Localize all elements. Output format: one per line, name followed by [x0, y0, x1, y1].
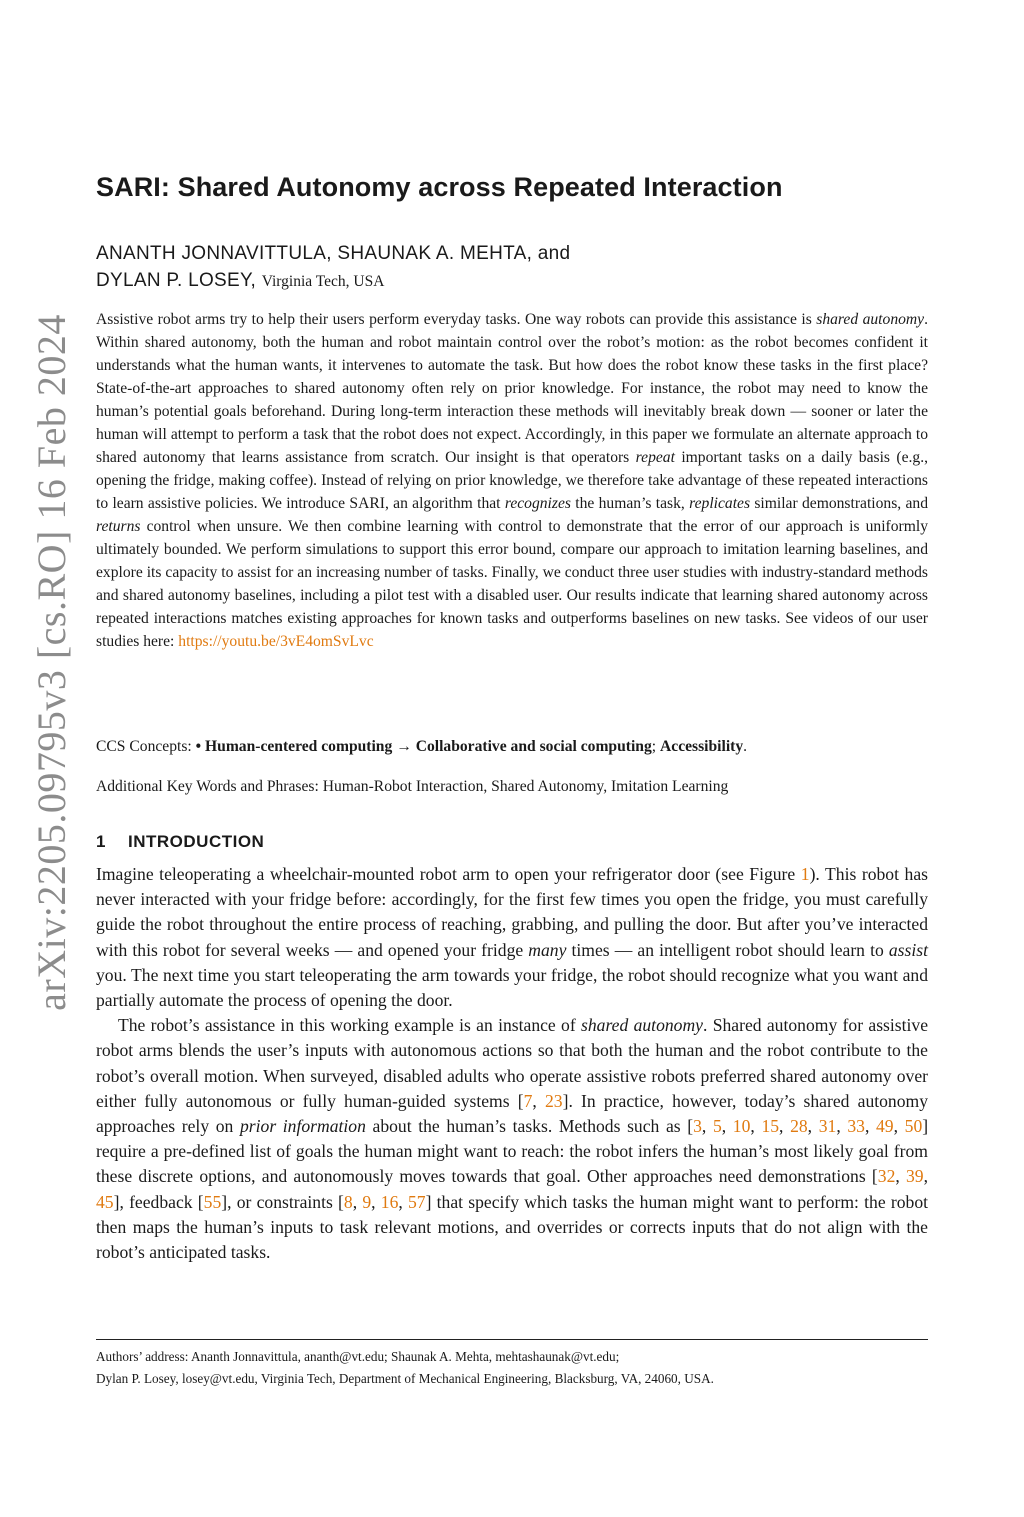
abstract-text: similar demonstrations, and	[750, 495, 928, 512]
body-text: ], feedback [	[113, 1191, 204, 1212]
body-emphasis: many	[528, 939, 567, 960]
abstract-emphasis: replicates	[689, 495, 751, 512]
citation-link[interactable]: 5	[712, 1116, 722, 1137]
citation-link[interactable]: 33	[847, 1116, 865, 1137]
video-link[interactable]: https://youtu.be/3vE4omSvLvc	[178, 633, 374, 650]
body-text: The robot’s assistance in this working example is an instance of	[118, 1015, 582, 1036]
citation-link[interactable]: 8	[343, 1191, 353, 1212]
citation-link[interactable]: 9	[362, 1191, 372, 1212]
citation-link[interactable]: 45	[96, 1191, 114, 1212]
citation-link[interactable]: 57	[407, 1191, 426, 1212]
keywords: Additional Key Words and Phrases: Human-Robot Interaction, Shared Autonomy, Imitation Learning	[96, 778, 729, 795]
ccs-concepts	[96, 738, 936, 756]
abstract-text: . Within shared autonomy, both the human and robot maintain control over the robot’s motion: as the robot becomes confident it understands what the human wants, it intervenes to automate the task. But how does the robot know these tasks in the first place? State-of-the-art approaches to shared autonomy often rely on prior knowledge. For instance, the robot may need to know the human’s potential goals beforehand. During long-term interaction these methods will inevitably break down — sooner or later the human will attempt to perform a task that the robot does not expect. Accordingly, in this paper we formulate an alternate approach to shared autonomy that learns assistance from scratch. Our insight is that operators	[96, 311, 928, 466]
ccs-bullet: •	[195, 738, 202, 755]
intro-paragraph-2: The robot’s assistance in this working example is an instance of shared autonomy. Shared autonomy for assistive robot arms blends the user’s inputs with autonomous actions so that both the human and the robot contribute to the robot’s overall motion. When surveyed, disabled adults who operate assistive robots preferred shared autonomy over either fully autonomous or fully human-guided systems [7, 23]. In practice, however, today’s shared autonomy approaches rely on prior information about the human’s tasks. Methods such as [3, 5, 10, 15, 28, 31, 33, 49, 50] require a pre-defined list of goals the human might want to reach: the robot infers the human’s most likely goal from these discrete options, and autonomously moves towards that goal. Other approaches need demonstrations [32, 39, 45], feedback [55], or constraints [8, 9, 16, 57] that specify which tasks the human might want to perform: the robot then maps the human’s inputs to task relevant motions, and overrides or corrects inputs that do not align with the robot’s anticipated tasks.	[96, 1015, 929, 1263]
citation-link[interactable]: 23	[545, 1090, 563, 1111]
footnote-line-1: Authors’ address: Ananth Jonnavittula, ananth@vt.edu; Shaunak A. Mehta, mehtashaunak@vt.edu;	[96, 1349, 620, 1364]
citation-link[interactable]: 16	[380, 1191, 399, 1212]
body-text: ] that specify which tasks the human might want to perform: the robot then maps the human’s inputs to task relevant motions, and overrides or corrects inputs that do not align with the robot’s anticipated tasks.	[96, 1191, 929, 1263]
section-number: 1	[96, 832, 106, 851]
ccs-term: Accessibility	[660, 738, 744, 755]
body-text: . Shared autonomy for assistive robot arms blends the user’s inputs with autonomous actions so that both the human and the robot contribute to the robot’s overall motion. When surveyed, disabled adults who operate assistive robots preferred shared autonomy over either fully autonomous or fully human-guided systems [	[96, 1015, 929, 1111]
abstract-text: important tasks on a daily basis (e.g., opening the fridge, making coffee). Instead of relying on prior knowledge, we therefore take advantage of these repeated interactions to learn assistive policies. We introduce SARI, an algorithm that	[96, 449, 928, 512]
citation-link[interactable]: 3	[693, 1116, 702, 1137]
citation-link[interactable]: 55	[203, 1191, 222, 1212]
figure-reference[interactable]: 1	[800, 864, 810, 884]
body-emphasis: shared autonomy	[581, 1015, 703, 1036]
introduction-body	[96, 862, 928, 1265]
paper-title: SARI: Shared Autonomy across Repeated Interaction	[96, 172, 783, 202]
arxiv-identifier-stamp	[16, 290, 86, 1035]
citation-link[interactable]: 50	[904, 1116, 923, 1137]
body-text: you. The next time you start teleoperating the arm towards your fridge, the robot should recognize what you want and partially automate the process of opening the door.	[96, 964, 928, 1011]
intro-paragraph-1	[96, 862, 928, 1013]
section-heading	[96, 832, 264, 852]
abstract-emphasis: shared autonomy	[816, 311, 925, 328]
ccs-term: Collaborative and social computing	[415, 738, 652, 755]
body-text: ). This robot has never interacted with your fridge before: accordingly, for the first few times you open the fridge, you must carefully guide the robot throughout the entire process of reaching, grabbing, and pulling the door. But after you’ve interacted with this robot for several weeks — and opened your fridge	[96, 864, 928, 960]
citation-link[interactable]: 10	[732, 1116, 751, 1137]
abstract-text: Assistive robot arms try to help their users perform everyday tasks. One way robots can provide this assistance is	[96, 311, 817, 328]
body-text: times — an intelligent robot should learn to	[566, 939, 889, 960]
body-text: ], or constraints [	[221, 1191, 344, 1212]
arxiv-identifier-text: arXiv:2205.09795v3 [cs.RO] 16 Feb 2024	[28, 314, 74, 1011]
footnote	[96, 1346, 936, 1390]
citation-link[interactable]: 39	[906, 1166, 924, 1187]
ccs-end: .	[743, 738, 748, 755]
footnote-line-2: Dylan P. Losey, losey@vt.edu, Virginia Tech, Department of Mechanical Engineering, Blacksburg, VA, 24060, USA.	[96, 1371, 714, 1386]
arrow-icon: →	[396, 738, 412, 755]
citation-link[interactable]: 15	[761, 1116, 780, 1137]
abstract-text: control when unsure. We then combine learning with control to demonstrate that the error of our approach is uniformly ultimately bounded. We perform simulations to support this error bound, compare our approach to imitation learning baselines, and explore its capacity to assist for an increasing number of tasks. Finally, we conduct three user studies with industry-standard methods and shared autonomy baselines, including a pilot test with a disabled user. Our results indicate that learning shared autonomy across repeated interactions matches existing approaches for known tasks and outperforms baselines on new tasks. See videos of our user studies here:	[96, 518, 928, 650]
abstract-emphasis: returns	[96, 518, 141, 535]
author-line-2	[96, 267, 936, 295]
citation-link[interactable]: 28	[790, 1116, 808, 1137]
author-line-1: ANANTH JONNAVITTULA, SHAUNAK A. MEHTA, and	[96, 243, 571, 264]
ccs-label: CCS Concepts:	[96, 738, 196, 755]
body-text: about the human’s tasks. Methods such as [	[365, 1116, 694, 1137]
abstract-emphasis: recognizes	[504, 495, 571, 512]
section-title: INTRODUCTION	[128, 832, 265, 851]
body-text: ] require a pre-defined list of goals the human might want to reach: the robot infers the human’s most likely goal from these discrete options, and autonomously moves towards that goal. Other approaches need demonstrations [	[96, 1116, 929, 1187]
citation-link[interactable]: 49	[876, 1116, 894, 1137]
ccs-separator: ;	[651, 738, 661, 755]
body-emphasis: prior information	[239, 1116, 366, 1137]
ccs-term: Human-centered computing	[205, 738, 393, 755]
author-name-losey: DYLAN P. LOSEY,	[96, 270, 257, 291]
citation-link[interactable]: 31	[818, 1116, 837, 1137]
citation-link[interactable]: 7	[523, 1090, 533, 1111]
footnote-divider	[96, 1339, 928, 1340]
citation-link[interactable]: 32	[877, 1166, 896, 1187]
author-affiliation: Virginia Tech, USA	[261, 273, 385, 290]
abstract-emphasis: repeat	[635, 449, 675, 466]
abstract	[96, 308, 928, 653]
body-emphasis: assist	[888, 939, 928, 960]
abstract-text: the human’s task,	[570, 495, 690, 512]
author-block	[96, 240, 936, 295]
body-text: ]. In practice, however, today’s shared autonomy approaches rely on	[96, 1090, 929, 1137]
body-text: Imagine teleoperating a wheelchair-mounted robot arm to open your refrigerator door (see Figure	[96, 864, 801, 884]
